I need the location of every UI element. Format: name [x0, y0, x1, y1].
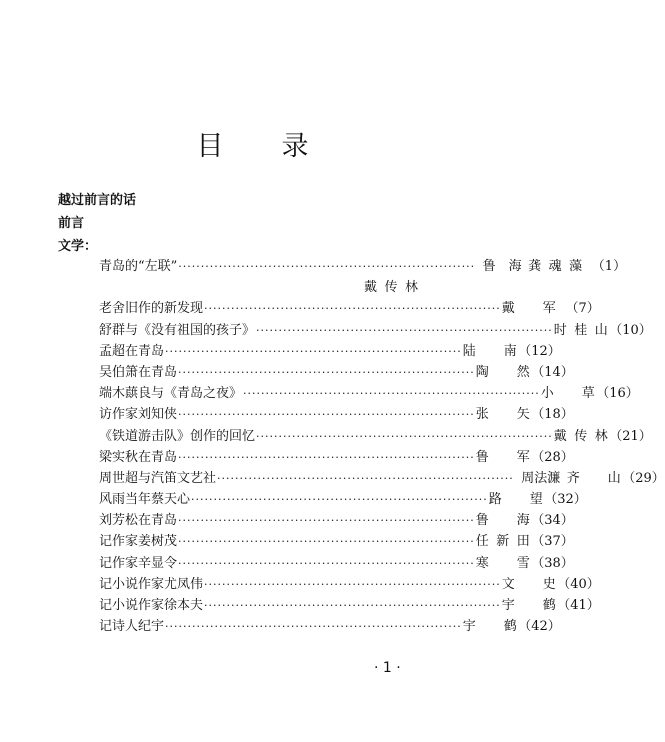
entry-title: 周世超与汽笛文艺社 — [99, 470, 217, 486]
entry-extra-author: 戴传林 — [364, 280, 418, 296]
entry-author: 时桂山 — [553, 322, 608, 338]
toc-entry — [99, 595, 600, 616]
entry-coauthor: 鲁 海 — [482, 259, 522, 274]
toc-entry — [99, 510, 574, 531]
entry-author: 龚魂藻 — [528, 259, 583, 274]
entry-page: （18） — [531, 407, 574, 423]
leader-dots: ·································································· — [165, 620, 462, 634]
entry-page: （28） — [531, 449, 574, 465]
toc-entry — [99, 531, 574, 552]
entry-page: （37） — [531, 534, 574, 550]
toc-entry-continuation — [99, 277, 459, 298]
entry-title: 《铁道游击队》创作的回忆 — [99, 428, 256, 444]
title-char-2: 录 — [281, 131, 309, 162]
entry-author: 戴传林 — [553, 428, 608, 444]
toc-entry — [99, 298, 600, 319]
entry-page: （7） — [565, 301, 600, 317]
leader-dots: ·································································· — [178, 514, 475, 528]
entry-title: 记小说作家徐本夫 — [99, 598, 204, 613]
toc-entry — [99, 256, 627, 277]
entry-page: （38） — [531, 555, 574, 571]
entry-title: 访作家刘知侠 — [99, 407, 178, 423]
table-of-contents — [99, 256, 665, 637]
entry-page: （14） — [531, 364, 574, 380]
leader-dots: ·································································· — [178, 408, 475, 422]
entry-author: 张 矢 — [475, 407, 530, 423]
toc-entry — [99, 362, 574, 383]
entry-title: 刘芳松在青岛 — [99, 513, 178, 529]
section-heading-3: 文学： — [58, 239, 98, 254]
entry-author: 宇 鹤 — [462, 619, 517, 635]
entry-title: 吴伯箫在青岛 — [99, 364, 178, 380]
entry-page: （16） — [596, 386, 639, 402]
entry-title: 记作家姜树茂 — [99, 534, 178, 550]
entry-title: 风雨当年蔡天心 — [99, 492, 191, 508]
leader-dots: ·································································· — [256, 429, 553, 443]
toc-entry — [99, 320, 652, 341]
page-title — [0, 124, 505, 163]
entry-title: 端木蕻良与《青岛之夜》 — [99, 386, 243, 402]
entry-title: 记诗人纪宇 — [99, 619, 165, 635]
leader-dots: ·································································· — [191, 493, 488, 507]
entry-author: 宇 鹤 — [501, 598, 556, 613]
entry-author: 戴 军 — [501, 301, 556, 317]
toc-entry — [99, 447, 574, 468]
entry-title: 舒群与《没有祖国的孩子》 — [99, 322, 256, 338]
entry-title: 青岛的“左联” — [99, 259, 178, 274]
entry-author: 文 史 — [501, 576, 556, 592]
entry-title: 梁实秋在青岛 — [99, 449, 178, 465]
title-char-1: 目 — [196, 131, 224, 162]
leader-dots: ·································································· — [178, 556, 475, 570]
entry-author: 路 望 — [488, 492, 543, 508]
toc-entry — [99, 383, 639, 404]
entry-author: 陆 南 — [462, 343, 517, 359]
entry-author: 任新田 — [475, 534, 530, 550]
leader-dots: ·································································· — [178, 260, 476, 273]
entry-page: （10） — [609, 322, 652, 338]
toc-entry — [99, 426, 652, 447]
entry-page: （32） — [544, 492, 587, 508]
entry-title: 记作家辛显令 — [99, 555, 178, 571]
toc-entry — [99, 574, 600, 595]
leader-dots: ·································································· — [204, 599, 501, 612]
entry-author: 陶 然 — [475, 364, 530, 380]
entry-page: （1） — [591, 259, 627, 274]
entry-author: 小 草 — [540, 386, 595, 402]
section-heading-1: 越过前言的话 — [58, 193, 137, 208]
leader-dots: ·································································· — [178, 365, 475, 379]
leader-dots: ·································································· — [165, 344, 462, 358]
entry-page: （29） — [622, 470, 665, 486]
leader-dots: ·································································· — [178, 450, 475, 464]
entry-page: （12） — [518, 343, 561, 359]
entry-title: 记小说作家尤凤伟 — [99, 576, 204, 592]
toc-entry — [99, 616, 561, 637]
entry-page: （40） — [557, 576, 600, 592]
leader-dots: ·································································· — [256, 323, 553, 337]
toc-entry — [99, 489, 587, 510]
toc-entry — [99, 404, 574, 425]
toc-entry — [99, 468, 665, 489]
leader-dots: ·································································· — [204, 577, 501, 591]
toc-entry — [99, 341, 561, 362]
leader-dots: ·································································· — [217, 471, 514, 485]
leader-dots: ·································································· — [178, 535, 475, 549]
entry-author: 鲁 军 — [475, 449, 530, 465]
entry-page: （42） — [518, 619, 561, 635]
entry-title: 孟超在青岛 — [99, 343, 165, 359]
entry-page: （34） — [531, 513, 574, 529]
entry-author: 齐 山 — [566, 470, 621, 486]
section-heading-2: 前言 — [58, 216, 85, 231]
entry-coauthor: 周法濂 — [521, 470, 561, 486]
toc-entry — [99, 553, 574, 574]
page-number: · 1 · — [374, 660, 401, 676]
entry-title: 老舍旧作的新发现 — [99, 301, 204, 317]
entry-author: 鲁 海 — [475, 513, 530, 529]
entry-page: （21） — [609, 428, 652, 444]
leader-dots: ·································································· — [204, 302, 501, 316]
entry-author: 寒 雪 — [475, 555, 530, 571]
leader-dots: ·································································· — [243, 387, 540, 401]
entry-page: （41） — [557, 598, 600, 613]
